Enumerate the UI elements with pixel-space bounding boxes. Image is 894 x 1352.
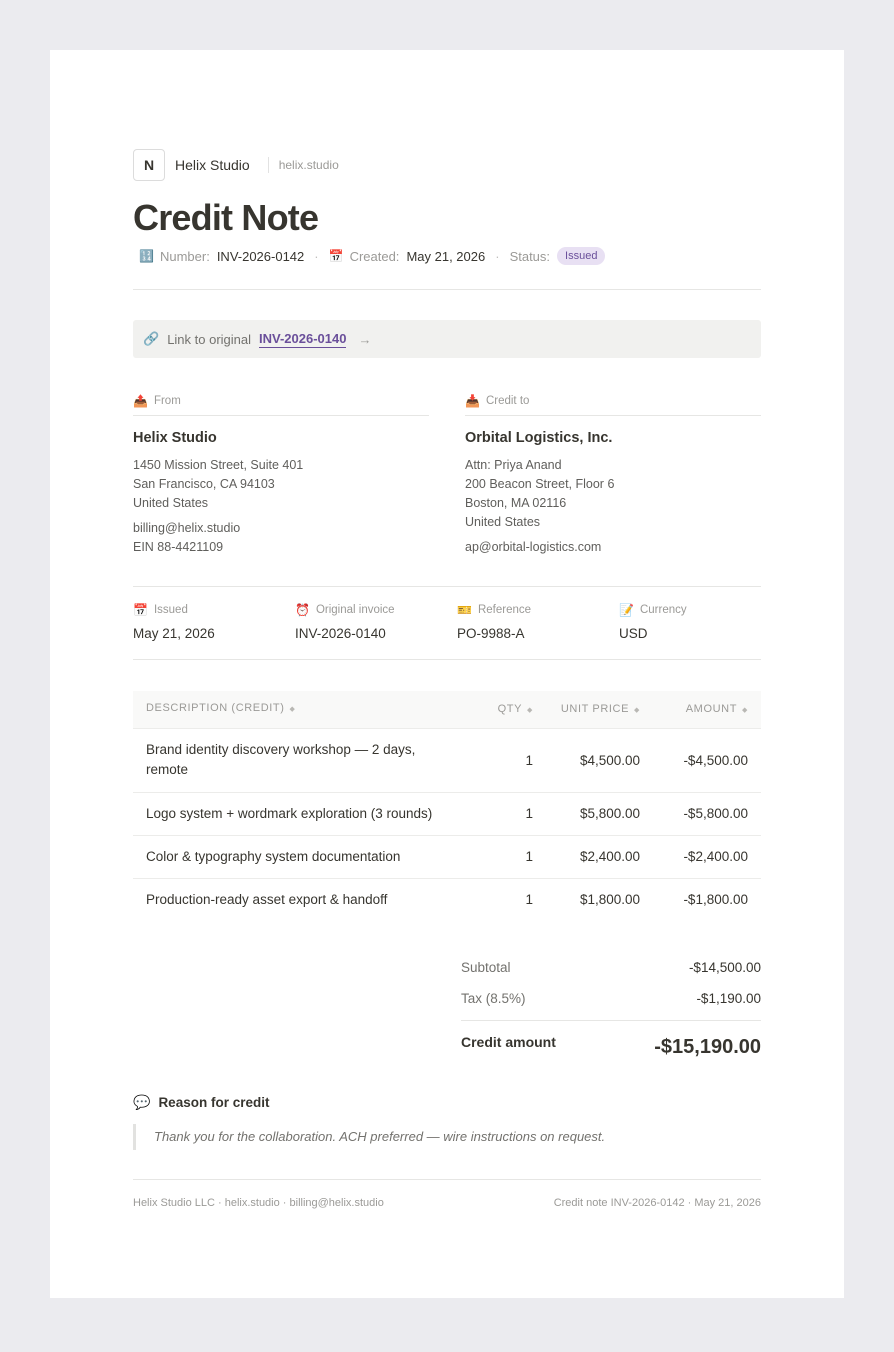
credit-amount-value: -$15,190.00 — [654, 1036, 761, 1058]
subtotal-value: -$14,500.00 — [688, 960, 761, 975]
table-row — [133, 878, 761, 921]
from-section — [133, 392, 429, 557]
cell-qty: 1 — [473, 728, 546, 792]
detail-label: Original invoice — [315, 604, 395, 616]
column-header-label: UNIT PRICE — [560, 703, 630, 716]
address-line: United States — [133, 496, 209, 510]
totals-divider — [461, 1020, 761, 1021]
footer-right: Credit note INV-2026-0142 · May 21, 2026 — [553, 1197, 761, 1209]
column-header-qty[interactable] — [473, 691, 546, 728]
detail-original-invoice — [295, 603, 395, 641]
brand-logo: N — [133, 149, 165, 181]
detail-label: Issued — [153, 604, 188, 616]
detail-label: Reference — [477, 604, 532, 616]
credit-to-email: ap@orbital-logistics.com — [465, 540, 602, 554]
reason-heading — [133, 1094, 269, 1111]
credit-to-address — [465, 456, 761, 557]
from-name: Helix Studio — [133, 430, 217, 446]
detail-label: Currency — [639, 604, 687, 616]
sort-icon: ◆ — [289, 706, 296, 714]
cell-unit-price: $5,800.00 — [546, 792, 653, 835]
cell-unit-price: $4,500.00 — [546, 728, 653, 792]
tax-label: Tax (8.5%) — [461, 991, 526, 1006]
column-header-unit-price[interactable] — [546, 691, 653, 728]
cell-unit-price: $1,800.00 — [579, 892, 640, 908]
created-value: May 21, 2026 — [406, 248, 486, 264]
page-title: Credit Note — [133, 197, 319, 238]
footer — [133, 1197, 761, 1209]
table-row — [133, 792, 761, 835]
credit-amount-row — [461, 1034, 761, 1059]
detail-value: USD — [619, 626, 648, 641]
from-heading — [133, 392, 429, 416]
table-row — [133, 728, 761, 792]
address-line: 200 Beacon Street, Floor 6 — [465, 477, 615, 491]
table-header-row — [133, 691, 761, 728]
created-label: Created: — [349, 248, 400, 264]
arrow-right-icon[interactable]: → — [358, 331, 372, 347]
cell-qty: 1 — [473, 835, 546, 878]
line-items-table — [133, 691, 761, 921]
number-value: INV-2026-0142 — [216, 248, 305, 264]
inbox-tray-icon: 📥 — [465, 393, 480, 408]
number-label: Number: — [159, 248, 210, 264]
column-header-description[interactable] — [133, 691, 473, 728]
detail-reference — [457, 603, 531, 641]
reason-heading-label: Reason for credit — [158, 1095, 270, 1110]
tax-value: -$1,190.00 — [696, 991, 761, 1006]
from-address — [133, 456, 429, 557]
column-header-amount[interactable] — [653, 691, 761, 728]
from-ein: EIN 88-4421109 — [133, 540, 224, 554]
totals-block — [461, 952, 761, 1059]
footer-divider — [133, 1179, 761, 1180]
ticket-icon: 🎫 — [457, 603, 472, 617]
cell-qty: 1 — [473, 792, 546, 835]
original-invoice-link[interactable]: INV-2026-0140 — [259, 330, 347, 346]
credit-amount-label: Credit amount — [461, 1034, 556, 1050]
cell-unit-price: $2,400.00 — [546, 835, 653, 878]
details-strip — [133, 586, 761, 660]
column-header-label: DESCRIPTION (CREDIT) — [146, 702, 285, 715]
status-badge: Issued — [557, 247, 605, 265]
sort-icon: ◆ — [634, 707, 640, 715]
calendar-icon: 📅 — [133, 603, 148, 617]
detail-value: May 21, 2026 — [133, 626, 215, 641]
numbers-icon: 🔢 — [139, 249, 154, 263]
calendar-icon: 📅 — [328, 249, 344, 263]
subtotal-row — [461, 952, 761, 983]
credit-to-heading — [465, 392, 761, 416]
cell-amount: -$4,500.00 — [653, 728, 761, 792]
from-heading-label: From — [153, 394, 181, 407]
column-header-label: AMOUNT — [685, 703, 738, 716]
tax-row — [461, 983, 761, 1014]
original-link-callout — [133, 320, 761, 358]
cell-description: Color & typography system documentation — [133, 835, 473, 878]
cell-amount: -$1,800.00 — [683, 892, 748, 908]
header-divider — [133, 289, 761, 290]
subtotal-label: Subtotal — [461, 960, 511, 975]
table-row — [133, 835, 761, 878]
cell-description: Brand identity discovery workshop — 2 days, remote — [133, 728, 473, 792]
address-line: Boston, MA 02116 — [465, 496, 567, 510]
brand-name: Helix Studio — [175, 157, 250, 173]
credit-to-section — [465, 392, 761, 557]
from-email: billing@helix.studio — [133, 521, 241, 535]
address-line: San Francisco, CA 94103 — [133, 477, 275, 491]
address-line: Attn: Priya Anand — [465, 458, 562, 472]
callout-label: Link to original — [167, 331, 252, 347]
sort-icon: ◆ — [527, 707, 533, 715]
cell-qty: 1 — [525, 892, 533, 908]
cell-amount: -$5,800.00 — [653, 792, 761, 835]
detail-value: PO-9988-A — [457, 626, 525, 641]
brand-divider — [268, 157, 269, 173]
detail-currency — [619, 603, 687, 641]
footer-left: Helix Studio LLC · helix.studio · billing@helix.studio — [133, 1197, 384, 1209]
cell-description: Logo system + wordmark exploration (3 rounds) — [133, 792, 473, 835]
cell-amount: -$2,400.00 — [653, 835, 761, 878]
detail-value: INV-2026-0140 — [295, 626, 386, 641]
memo-icon: 📝 — [619, 603, 634, 617]
credit-to-name: Orbital Logistics, Inc. — [465, 430, 613, 446]
credit-to-heading-label: Credit to — [485, 394, 530, 407]
meta-separator: · — [314, 248, 319, 264]
column-header-label: QTY — [497, 703, 523, 716]
speech-bubble-icon: 💬 — [133, 1094, 151, 1110]
cell-description: Production-ready asset export & handoff — [146, 891, 388, 907]
document-meta — [139, 246, 605, 266]
reason-quote: Thank you for the collaboration. ACH preferred — wire instructions on request. — [133, 1124, 761, 1150]
detail-issued — [133, 603, 215, 641]
brand-domain: helix.studio — [278, 158, 339, 172]
sort-icon: ◆ — [742, 707, 748, 715]
address-line: United States — [465, 515, 541, 529]
document-page — [50, 50, 844, 1298]
outbox-tray-icon: 📤 — [133, 393, 148, 408]
address-line: 1450 Mission Street, Suite 401 — [133, 458, 304, 472]
alarm-clock-icon: ⏰ — [295, 603, 310, 617]
link-icon: 🔗 — [143, 331, 160, 346]
status-label: Status: — [509, 248, 551, 264]
meta-separator: · — [495, 248, 500, 264]
brand-header — [133, 149, 339, 181]
